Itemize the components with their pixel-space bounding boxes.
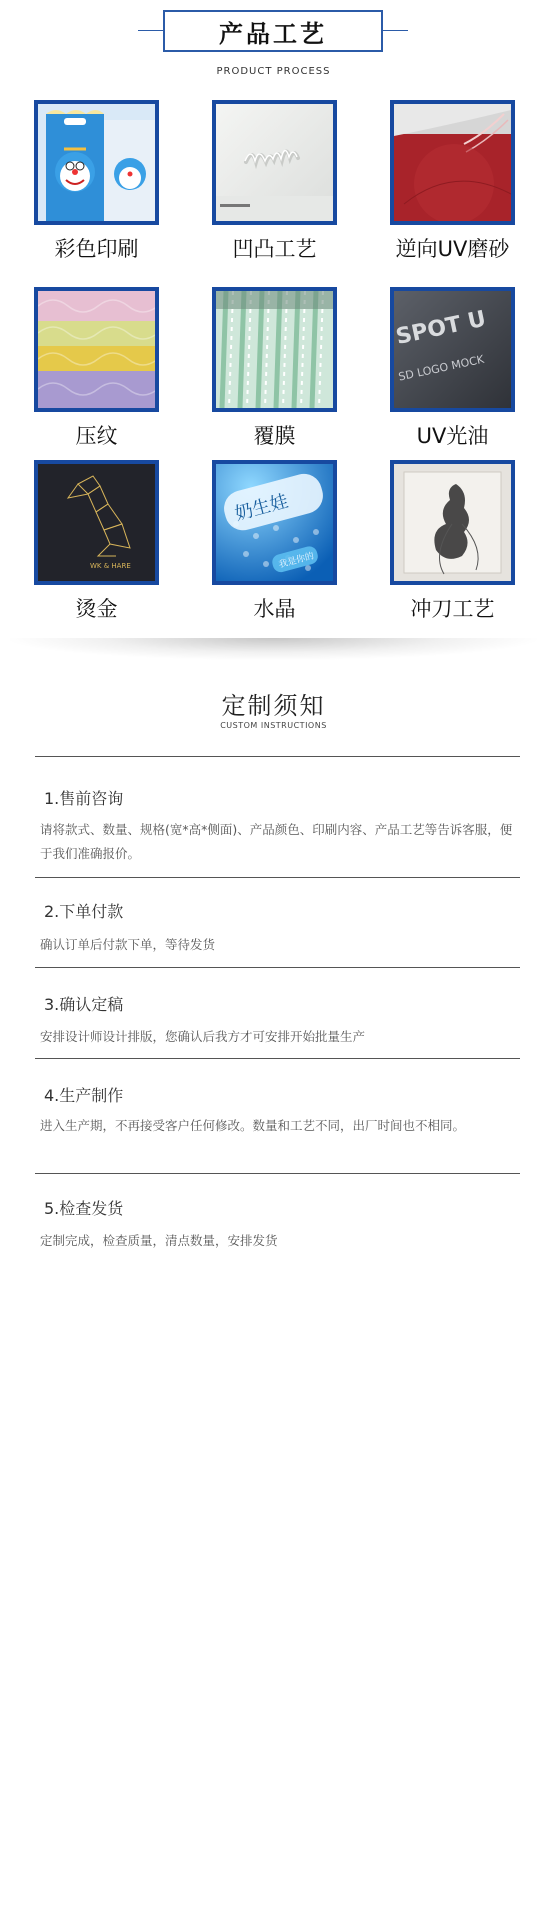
cartoon-gift-bag-image: [34, 100, 159, 225]
process-label: 覆膜: [253, 424, 296, 448]
logo-mock-text: SD LOGO MOCK: [397, 352, 486, 384]
process-label: UV光油: [416, 424, 489, 448]
crystal-label-text: 奶生娃: [232, 490, 291, 525]
laminated-film-rolls-image: [212, 287, 337, 412]
process-label: 逆向UV磨砂: [395, 237, 510, 261]
hare-text: WK & HARE: [90, 562, 131, 570]
process-label: 压纹: [75, 424, 118, 448]
divider: [35, 1173, 520, 1174]
spot-uv-text: SPOT U: [394, 306, 489, 351]
section-header: [0, 0, 547, 90]
divider: [35, 877, 520, 878]
divider: [35, 756, 520, 757]
notice-item-title: 5.检查发货: [44, 1199, 124, 1218]
notice-item-title: 4.生产制作: [44, 1086, 124, 1105]
process-label: 彩色印刷: [54, 237, 139, 261]
die-cut-figure-image: [390, 460, 515, 585]
notice-subtitle: CUSTOM INSTRUCTIONS: [220, 721, 327, 730]
process-label: 水晶: [253, 597, 296, 621]
divider: [35, 1058, 520, 1059]
process-label: 凹凸工艺: [232, 237, 317, 261]
header-line-left: [138, 30, 163, 31]
notice-item-desc: 请将款式、数量、规格(宽*高*侧面)、产品颜色、印刷内容、产品工艺等告诉客服，便于我们准确报价。: [40, 822, 513, 861]
notice-item-title: 3.确认定稿: [44, 995, 124, 1014]
divider: [35, 967, 520, 968]
textured-pastel-paper-image: [34, 287, 159, 412]
section-divider-shadow: [10, 638, 537, 660]
notice-item-desc: 定制完成，检查质量，清点数量，安排发货: [40, 1233, 278, 1248]
crystal-blue-label-image: [212, 460, 337, 585]
process-label: 烫金: [75, 597, 118, 621]
notice-item-title: 1.售前咨询: [44, 789, 124, 808]
section-subtitle: PRODUCT PROCESS: [216, 66, 331, 77]
notice-item-title: 2.下单付款: [44, 902, 124, 921]
notice-item-desc: 进入生产期，不再接受客户任何修改。数量和工艺不同，出厂时间也不相同。: [40, 1118, 466, 1133]
embossed-milk-card-image: [212, 100, 337, 225]
spot-uv-logo-image: [390, 287, 515, 412]
section-title: 产品工艺: [163, 10, 383, 52]
red-uv-matte-image: [390, 100, 515, 225]
notice-item-desc: 确认订单后付款下单，等待发货: [40, 937, 216, 952]
notice-title: 定制须知: [221, 692, 326, 720]
crystal-sub-text: 我是你的: [277, 551, 316, 571]
process-label: 冲刀工艺: [410, 597, 495, 621]
notice-item-desc: 安排设计师设计排版，您确认后我方才可安排开始批量生产: [40, 1029, 366, 1044]
header-line-right: [383, 30, 408, 31]
gold-foil-horse-image: [34, 460, 159, 585]
